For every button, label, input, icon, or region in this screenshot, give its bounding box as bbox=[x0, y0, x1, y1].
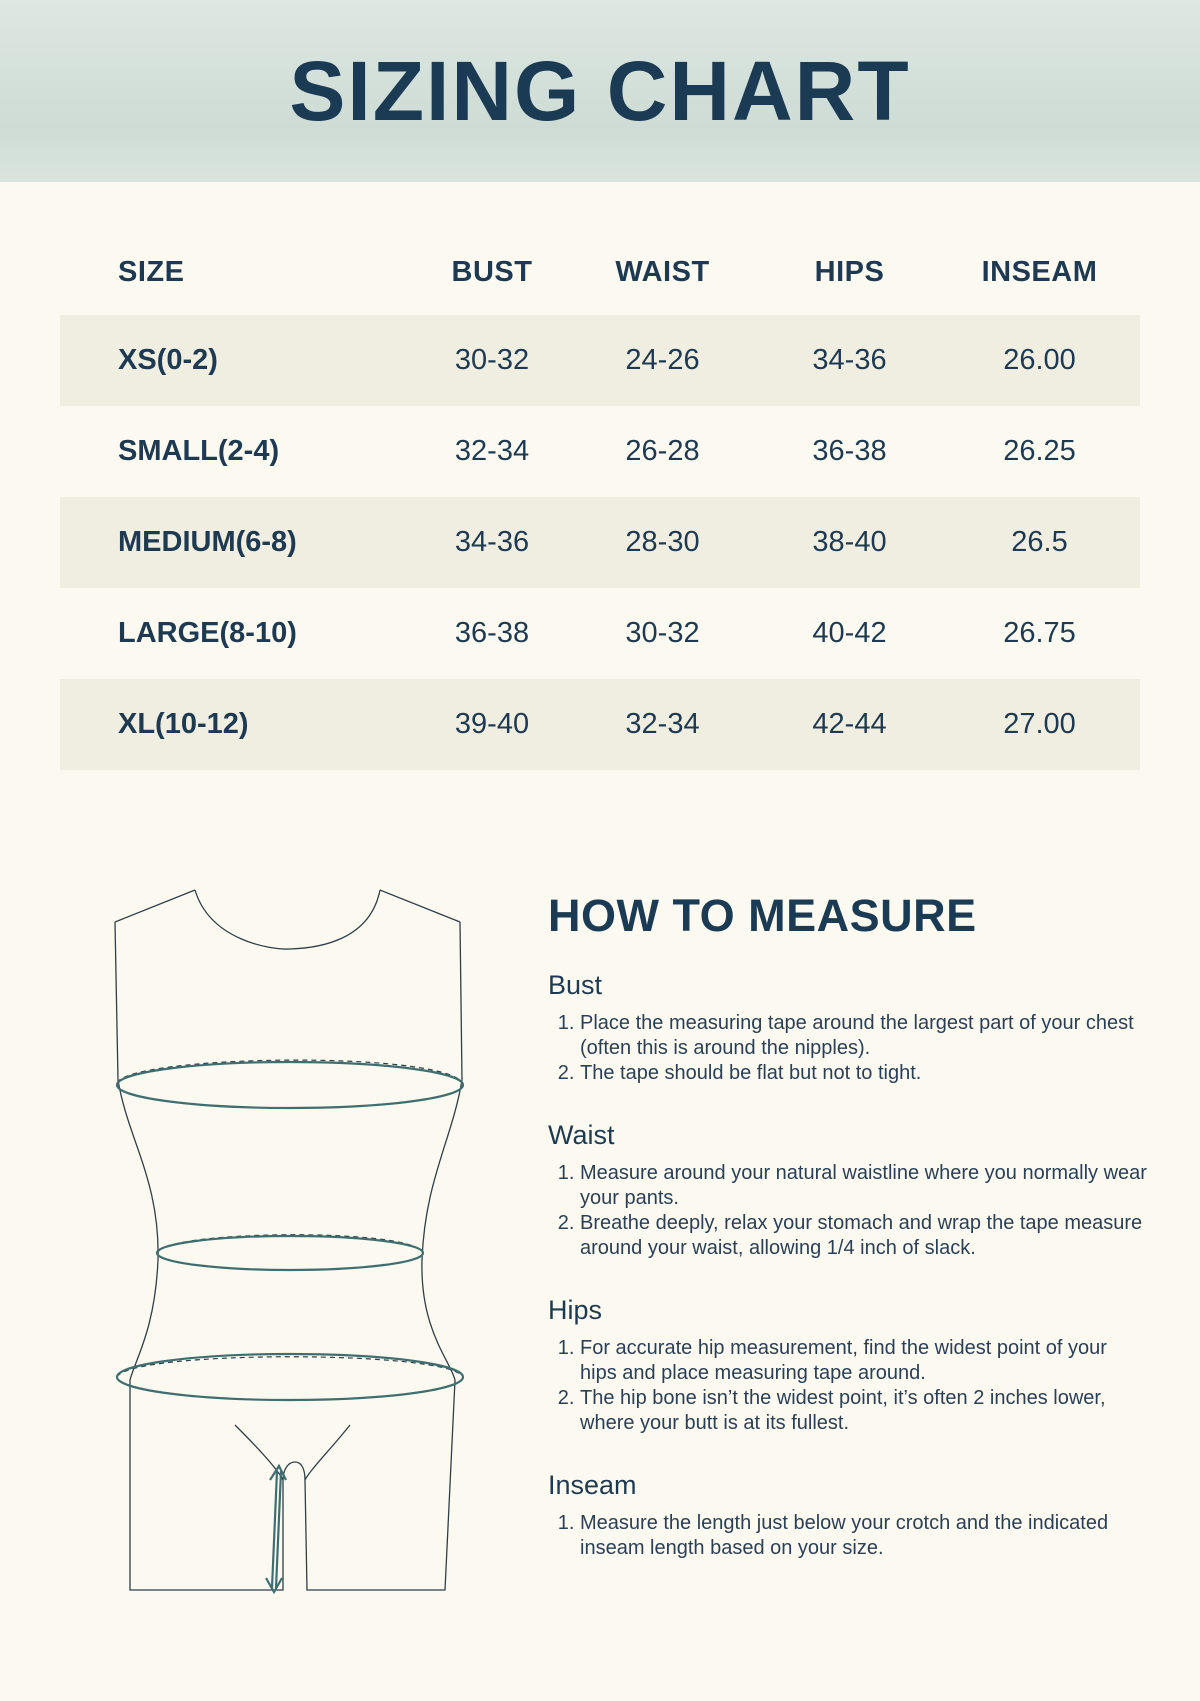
waist-tape bbox=[157, 1235, 423, 1270]
hips-value: 38-40 bbox=[812, 526, 887, 558]
right-leg-line bbox=[305, 1425, 350, 1480]
header-waist: WAIST bbox=[615, 256, 710, 288]
bust-value: 32-34 bbox=[454, 435, 530, 467]
hips-value: 36-38 bbox=[812, 435, 887, 467]
left-body-path bbox=[115, 922, 283, 1590]
body-outline bbox=[115, 890, 462, 1590]
bust-value: 34-36 bbox=[454, 526, 530, 558]
hips-tape bbox=[117, 1354, 463, 1400]
step-item: 2. The hip bone isn’t the widest point, it’s often 2 inches lower, where your butt is at its fullest. bbox=[580, 1386, 1148, 1436]
title-banner bbox=[0, 0, 1200, 182]
sizing-table bbox=[60, 230, 1140, 770]
size-label: XS(0-2) bbox=[118, 344, 218, 376]
waist-value: 24-26 bbox=[625, 344, 700, 376]
section-heading: Bust bbox=[548, 970, 603, 1000]
hips-value: 34-36 bbox=[812, 344, 887, 376]
waist-value: 30-32 bbox=[625, 617, 700, 649]
body-measurement-illustration bbox=[100, 880, 480, 1600]
header-bust: BUST bbox=[451, 256, 533, 288]
step-item: 2. The tape should be flat but not to tight. bbox=[580, 1061, 1148, 1086]
right-shoulder-path bbox=[380, 890, 460, 922]
section-heading: Inseam bbox=[548, 1470, 637, 1500]
table-row bbox=[60, 497, 1140, 588]
size-label: XL(10-12) bbox=[118, 708, 249, 740]
neckline-path bbox=[195, 890, 380, 949]
waist-value: 26-28 bbox=[625, 435, 700, 467]
bust-value: 36-38 bbox=[454, 617, 530, 649]
steps-list bbox=[548, 1011, 1148, 1086]
size-label: MEDIUM(6-8) bbox=[118, 526, 297, 558]
size-label: SMALL(2-4) bbox=[118, 435, 280, 467]
hips-section bbox=[548, 1295, 1148, 1436]
step-item: 1. For accurate hip measurement, find the widest point of your hips and place measuring tape around. bbox=[580, 1336, 1148, 1386]
section-heading: Waist bbox=[548, 1120, 615, 1150]
inseam-value: 26.25 bbox=[1003, 435, 1076, 467]
table-header-row bbox=[60, 230, 1140, 315]
inseam-value: 26.75 bbox=[1003, 617, 1076, 649]
hips-value: 42-44 bbox=[812, 708, 887, 740]
right-body-path bbox=[305, 922, 462, 1590]
bust-value: 30-32 bbox=[454, 344, 530, 376]
step-item: 1. Measure the length just below your crotch and the indicated inseam length based on your size. bbox=[580, 1511, 1148, 1561]
step-item: 1. Place the measuring tape around the largest part of your chest (often this is around the nipples). bbox=[580, 1011, 1148, 1061]
header-inseam: INSEAM bbox=[981, 256, 1098, 288]
table-row bbox=[60, 315, 1140, 406]
table-row bbox=[60, 679, 1140, 770]
steps-list bbox=[548, 1161, 1148, 1261]
waist-value: 28-30 bbox=[625, 526, 700, 558]
steps-list bbox=[548, 1511, 1148, 1561]
step-item: 1. Measure around your natural waistline where you normally wear your pants. bbox=[580, 1161, 1148, 1211]
bust-tape bbox=[117, 1060, 463, 1108]
inseam-value: 27.00 bbox=[1003, 708, 1076, 740]
table-row bbox=[60, 588, 1140, 679]
hips-value: 40-42 bbox=[812, 617, 887, 649]
how-to-measure bbox=[548, 890, 1148, 1595]
header-hips: HIPS bbox=[814, 256, 885, 288]
table-row bbox=[60, 406, 1140, 497]
page-title: SIZING CHART bbox=[289, 43, 911, 138]
size-label: LARGE(8-10) bbox=[118, 617, 297, 649]
bust-value: 39-40 bbox=[454, 708, 530, 740]
inseam-value: 26.00 bbox=[1003, 344, 1076, 376]
inseam-section bbox=[548, 1470, 1148, 1561]
left-shoulder-path bbox=[115, 890, 195, 922]
inseam-value: 26.5 bbox=[1011, 526, 1068, 558]
how-to-title: HOW TO MEASURE bbox=[548, 890, 977, 941]
section-heading: Hips bbox=[548, 1295, 603, 1325]
crotch-path bbox=[283, 1462, 305, 1480]
bust-section bbox=[548, 970, 1148, 1086]
waist-section bbox=[548, 1120, 1148, 1261]
step-item: 2. Breathe deeply, relax your stomach and wrap the tape measure around your waist, allowing 1/4 inch of slack. bbox=[580, 1211, 1148, 1261]
steps-list bbox=[548, 1336, 1148, 1436]
waist-value: 32-34 bbox=[625, 708, 700, 740]
header-size: SIZE bbox=[118, 256, 185, 288]
